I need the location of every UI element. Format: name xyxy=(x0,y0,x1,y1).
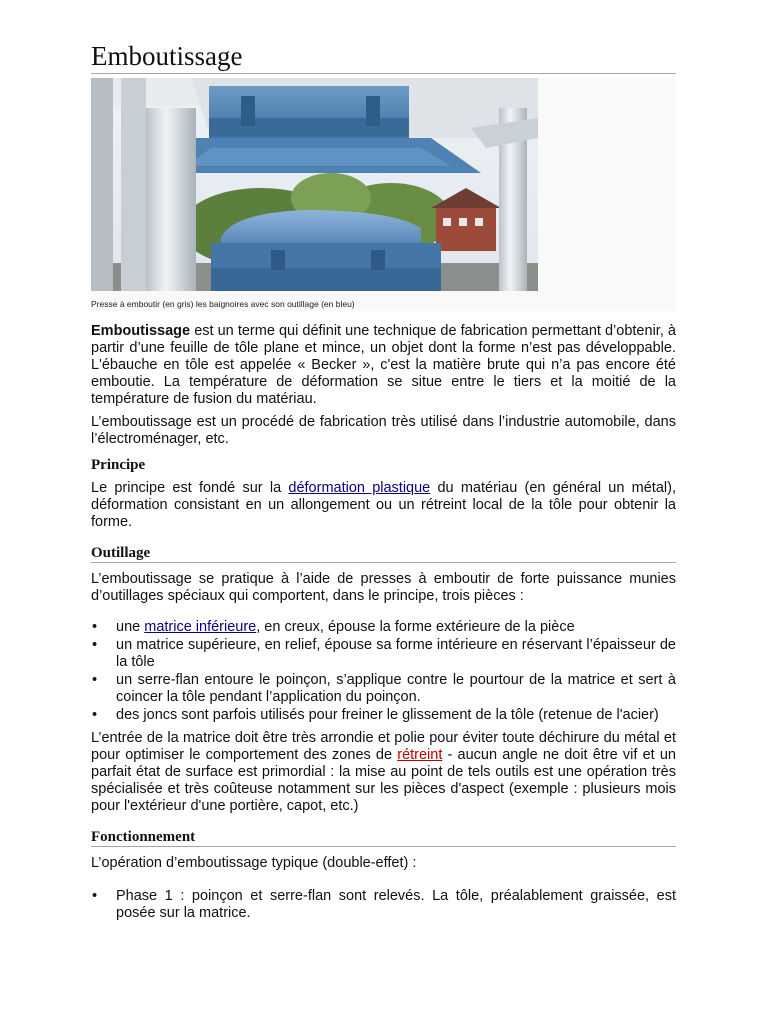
link-deformation-plastique[interactable]: déformation plastique xyxy=(288,480,431,496)
link-retreint[interactable]: rétreint xyxy=(397,747,443,763)
bullet: • xyxy=(92,888,98,904)
list-item-text: un matrice supérieure, en relief, épouse sa forme intérieure en réservant l’épaisseur de la tôle xyxy=(116,637,676,670)
entry-text-after: - aucun angle ne doit être vif et un parfait état de surface est primordial : la mise au point de tels outils est une opération très spécialisée et très coûteuse notamment sur les pièces d'aspect (exemple : plusieurs mois pour l'extérieur d'une portière, capot, etc.) xyxy=(91,747,676,814)
article xyxy=(91,40,676,922)
bullet: • xyxy=(92,672,98,688)
link-matrice-inferieure[interactable]: matrice inférieure xyxy=(144,619,257,635)
press-photo[interactable] xyxy=(91,78,538,291)
list-item xyxy=(91,619,676,636)
list-item-text: un serre-flan entoure le poinçon, s’applique contre le pourtour de la matrice et sert à coincer la tôle pendant l’application du poinçon. xyxy=(116,672,676,705)
list-item xyxy=(91,637,676,671)
matrice-entry-paragraph xyxy=(91,730,676,815)
list-item-text: Phase 1 : poinçon et serre-flan sont relevés. La tôle, préalablement graissée, est posée sur la matrice. xyxy=(116,888,676,921)
entry-text-before: L’entrée de la matrice doit être très arrondie et polie pour éviter toute déchirure du métal et pour optimiser le comportement des zones de xyxy=(91,730,676,763)
fonctionnement-intro: L’opération d’emboutissage typique (double-effet) : xyxy=(91,855,417,871)
section-heading-outillage: Outillage xyxy=(91,544,676,563)
list-item xyxy=(91,707,676,724)
principe-text-after: du matériau (en général un métal), déformation consistant en un allongement ou un rétreint local de la tôle pour obtenir la forme. xyxy=(91,480,676,530)
list-item-text: des joncs sont parfois utilisés pour freiner le glissement de la tôle (retenue de l'acier) xyxy=(116,707,659,723)
outillage-intro: L’emboutissage se pratique à l’aide de presses à emboutir de forte puissance munies d’outillages spéciaux qui comportent, dans le principe, trois pièces : xyxy=(91,571,676,604)
intro-paragraph xyxy=(91,323,676,408)
figure xyxy=(91,78,676,311)
bullet: • xyxy=(92,637,98,653)
list-item xyxy=(91,888,676,922)
list-item-text: une xyxy=(116,619,145,635)
figure-caption: Presse à emboutir (en gris) les baignoires avec son outillage (en bleu) xyxy=(91,299,355,309)
section-heading-principe: Principe xyxy=(91,457,146,473)
intro-text: est un terme qui définit une technique de fabrication permettant d’obtenir, à partir d’une feuille de tôle plane et mince, un objet dont la forme n’est pas développable. L'ébauche en tôle est appelée « Becker », c'est la matière brute qui n’a pas encore été emboutie. La température de déformation se situe entre le tiers et la moitié de la température de fusion du matériau. xyxy=(91,323,676,407)
phases-list xyxy=(91,888,676,922)
bullet: • xyxy=(92,619,98,635)
list-item xyxy=(91,672,676,706)
bullet: • xyxy=(92,707,98,723)
section-heading-fonctionnement: Fonctionnement xyxy=(91,828,676,847)
tool-parts-list xyxy=(91,619,676,724)
principe-paragraph xyxy=(91,480,676,531)
principe-text-before: Le principe est fondé sur la xyxy=(91,480,289,496)
list-item-text: , en creux, épouse la forme extérieure de la pièce xyxy=(256,619,575,635)
intro-term: Emboutissage xyxy=(91,323,191,339)
usage-paragraph: L’emboutissage est un procédé de fabrication très utilisé dans l’industrie automobile, dans l’électroménager, etc. xyxy=(91,414,676,447)
page-title: Emboutissage xyxy=(91,40,676,74)
